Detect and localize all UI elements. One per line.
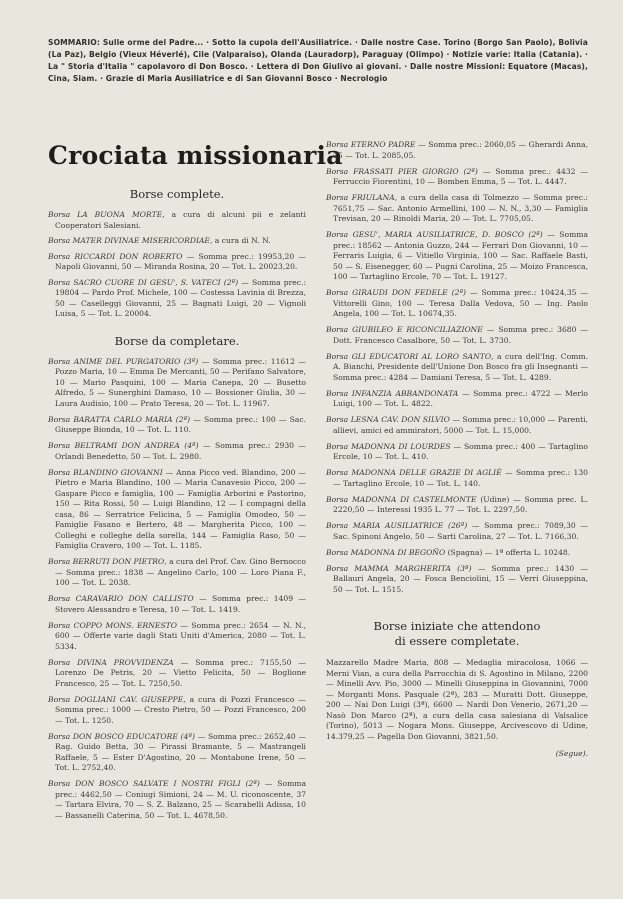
entry-text: — Somma prec.: 2930 — Orlandi Benedetto, 50 — Tot. L. 2980. bbox=[55, 441, 306, 461]
entry-text: — Somma prec.: 19804 — Pardo Prof. Michele, 100 — Costessa Lavinia di Brezza, 50 — Caselleggi Giovanni, 25 — Bagnati Luigi, 20 — Vignoli Luisa, 5 — Tot. L. 20004. bbox=[55, 277, 306, 318]
entry-name: Borsa MATER DIVINAE MISERICORDIAE bbox=[48, 236, 210, 245]
entry-text: , a cura di alcuni pii e zelanti Cooperatori Salesiani. bbox=[55, 210, 306, 230]
section-heading-complete: Borse complete. bbox=[129, 187, 225, 201]
entry-name: Borsa CARAVARIO DON CALLISTO bbox=[48, 594, 194, 603]
list-item bbox=[326, 468, 588, 489]
list-item bbox=[48, 210, 306, 231]
list-item bbox=[326, 230, 588, 283]
entry-text: — Somma prec.: 100 — Sac. Giuseppe Bionda, 10 — Tot. L. 110. bbox=[55, 414, 306, 434]
list-item bbox=[48, 236, 306, 247]
entry-text: — Somma prec.: 130 — Tartaglino Ercole, 10 — Tot. L. 140. bbox=[333, 468, 588, 488]
entry-text: — Somma prec.: 10424,35 — Vittorelli Gino, 100 — Teresa Dalla Vedova, 50 — Ing. Paolo Angela, 100 — Tot. L. 10674,35. bbox=[333, 288, 588, 318]
entry-name: Borsa BERRUTI DON PIETRO bbox=[48, 557, 165, 566]
list-item bbox=[326, 415, 588, 436]
entry-name: Borsa GIUBILEO E RICONCILIAZIONE bbox=[326, 325, 483, 334]
entry-text: , a cura della casa di Tolmezzo — Somma prec.: 7651,75 — Sac. Antonio Armellini, 100 — N. N., 3,30 — Famiglia Trevisan, 20 — Rinoldi Maria, 20 — Tot. L. 7705,05. bbox=[333, 193, 588, 223]
list-item bbox=[48, 415, 306, 436]
list-item bbox=[326, 140, 588, 161]
entry-text: — Somma prec.: 18562 — Antonia Guzzo, 244 — Ferrari Don Giovanni, 10 — Ferraris Luigia, 6 — Vitiello Virginia, 100 — Sac. Raffaele Basti, 50 — S. Eisenegger, 60 — Pugni Carolina, 25 — Moizo Francesca, 100 — Tartaglino Ercole, 70 — Tot. L. 19127. bbox=[333, 230, 589, 281]
list-item bbox=[326, 352, 588, 384]
entry-text: — Somma prec.: 4462,50 — Coniugi Simioni, 24 — M. U. riconoscente, 37 — Tartara Elvira, 70 — S. Z. Balzano, 25 — Scarabelli Adissa, 10 — Bassanelli Caterina, 50 — Tot. L. 4678,50. bbox=[55, 779, 306, 820]
entry-name: Borsa DON BOSCO EDUCATORE (4ª) bbox=[48, 731, 195, 741]
entry-name: Borsa MADONNA DI LOURDES bbox=[326, 441, 451, 451]
section-heading-started-line1: Borse iniziate che attendono bbox=[373, 619, 541, 633]
entry-text: — Somma prec.: 4432 — Ferruccio Fiorentini, 10 — Bomben Emma, 5 — Tot. L. 4447. bbox=[333, 166, 588, 186]
entry-text: — Somma prec.: 3680 — Dott. Francesco Casalbore, 50 — Tot. L. 3730. bbox=[333, 325, 588, 345]
section-heading-started-line2: di essere completate. bbox=[394, 634, 520, 648]
list-item bbox=[326, 548, 588, 559]
list-item bbox=[326, 564, 588, 596]
right-column bbox=[326, 140, 588, 759]
list-item bbox=[326, 193, 588, 225]
list-item bbox=[48, 594, 306, 615]
list-item bbox=[326, 167, 588, 188]
entry-text: — Anna Picco ved. Blandino, 200 — Pietro e Maria Blandino, 100 — Maria Canavesio Picco, 200 — Gaspare Picco e famiglia, 100 — Famiglia Arborini e Pastorino, 150 — Rita Rossi, 50 — Luigi Blandino, 12 — I compagni della casa, 86 — Serratrice Felicina, 5 — Famiglia Omodeo, 50 — Famiglie Fasano e Bertero, 48 — Margherita Picco, 100 — Colleghi e colleghe della sorella, 144 — Famiglia Raso, 50 — Famiglia Cravero, 100 — Tot. L. 1185. bbox=[55, 467, 307, 550]
entry-text: — Somma prec.: 2060,05 — Gherardi Anna, 25 — Tot. L. 2085,05. bbox=[333, 140, 588, 160]
started-paragraph: Mazzarello Madre Maria, 808 — Medaglia miracolosa, 1066 — Merni Vian, a cura della Parrocchia di S. Agostino in Milano, 2200 — Minelli Avv. Pio, 3000 — Minelli Giuseppina in Giovannini, 7000 — Morganti Mons. Pasquale (2ª), 283 — Muratti Dott. Giuseppe, 200 — Nai Don Luigi (3ª), 6600 — Nardi Don Venerio, 2671,20 — Nasò Don Marco (2ª), a cura della casa salesiana di Valsalice (Torino), 5013 — Nogara Mons. Giuseppe, Arcivescovo di Udine, 14.379,25 — Pagella Don Giovanni, 3821,50. bbox=[326, 658, 588, 741]
entry-text: (Udine) — Somma prec. L. 2220,50 — Interessi 1935 L. 77 — Tot. L. 2297,50. bbox=[333, 494, 588, 514]
list-item bbox=[48, 695, 306, 727]
entry-text: — Somma prec.: 10,000 — Parenti, allievi, amici ed ammiratori, 5000 — Tot. L. 15,000. bbox=[333, 415, 589, 435]
entry-text: — Somma prec.: 2654 — N. N., 600 — Offerte varie dagli Stati Uniti d'America, 2080 — Tot. L. 5334. bbox=[55, 620, 306, 651]
entry-name: Borsa INFANZIA ABBANDONATA bbox=[326, 388, 459, 398]
list-item bbox=[48, 621, 306, 653]
section-heading-to-complete: Borse da completare. bbox=[114, 333, 240, 348]
entry-text: — Somma prec.: 7155,50 — Lorenzo De Petris, 20 — Vietto Felicita, 50 — Boglione Francesco, 25 — Tot. L. 7250,50. bbox=[55, 657, 306, 688]
entry-text: — Somma prec.: 4722 — Merlo Luigi, 100 — Tot. L. 4822. bbox=[333, 388, 589, 408]
list-item bbox=[48, 779, 306, 821]
to-complete-entries-list bbox=[48, 357, 306, 822]
entry-text: , a cura dell'Ing. Comm. A. Bianchi, Presidente dell'Unione Don Bosco fra gli Insegnanti — Somma prec.: 4284 — Damiani Teresa, 5 — Tot. L. 4289. bbox=[333, 351, 588, 382]
entry-name: Borsa ANIME DEL PURGATORIO (3ª) bbox=[48, 356, 199, 366]
list-item bbox=[48, 441, 306, 462]
list-item bbox=[48, 357, 306, 410]
entry-name: Borsa ETERNO PADRE bbox=[326, 140, 416, 149]
list-item bbox=[326, 495, 588, 516]
entry-name: Borsa MARIA AUSILIATRICE (26ª) bbox=[326, 521, 468, 530]
entry-name: Borsa LA BUONA MORTE bbox=[48, 210, 163, 219]
continued-note: (Segue). bbox=[555, 749, 588, 758]
list-item bbox=[48, 557, 306, 589]
list-item bbox=[326, 442, 588, 463]
entry-name: Borsa BARATTA CARLO MARIA (2ª) bbox=[48, 414, 191, 424]
list-item bbox=[48, 732, 306, 774]
list-item bbox=[326, 389, 588, 410]
entry-name: Borsa LESNA CAV. DON SILVIO bbox=[326, 415, 450, 424]
sommario-text: SOMMARIO: Sulle orme del Padre... · Sotto la cupola dell'Ausiliatrice. · Dalle nostre Case. Torino (Borgo San Paolo), Bolivia (La Paz), Belgio (Vieux Héverlé), Cile (Valparaiso), Olanda (Lauradorp), Paraguay (Olimpo) · Notizie varie: Italia (Catania). · La " Storia d'Italia " capolavoro di Don Bosco. · Lettera di Don Giulivo ai giovani. · Dalle nostre Missioni: Equatore (Macas), Cina, Siam. · Grazie di Maria Ausiliatrice e di San Giovanni Bosco · Necrologio bbox=[48, 38, 588, 83]
complete-entries-list bbox=[48, 210, 306, 320]
entry-name: Borsa GIRAUDI DON FEDELE (2ª) bbox=[326, 288, 467, 297]
entry-name: Borsa MADONNA DELLE GRAZIE DI AGLIÈ bbox=[326, 468, 502, 477]
entry-text: — Somma prec.: 1430 — Ballauri Angela, 20 — Fosca Benciolini, 15 — Verri Giuseppina, 50 — Tot. L. 1515. bbox=[333, 563, 588, 594]
list-item bbox=[48, 252, 306, 273]
list-item bbox=[48, 468, 306, 552]
table-of-contents bbox=[48, 37, 588, 85]
entry-text: , a cura di N. N. bbox=[209, 236, 271, 245]
entry-name: Borsa DON BOSCO SALVATE I NOSTRI FIGLI (2ª) bbox=[48, 779, 260, 788]
entry-text: , a cura di Pozzi Francesco — Somma prec.: 1000 — Cresto Pietro, 50 — Pozzi Francesco, 200 — Tot. L. 1250. bbox=[55, 694, 306, 725]
entry-name: Borsa GESU', MARIA AUSILIATRICE, D. BOSCO (2ª) bbox=[326, 230, 543, 239]
list-item bbox=[326, 325, 588, 346]
right-entries-list bbox=[326, 140, 588, 595]
entry-text: — Somma prec.: 11612 — Pozzo Maria, 10 — Emma De Mercanti, 50 — Perifano Salvatore, 10 — Mario Pasquini, 100 — Maria Canepa, 20 — Busetto Alfredo, 5 — Sunerghini Damaso, 10 — Bossioner Giulia, 30 — Laura Audisio, 100 — Prato Teresa, 20 — Tot. L. 11967. bbox=[55, 356, 307, 408]
entry-text: — Somma prec.: 7089,30 — Sac. Spinoni Angelo, 50 — Sarti Carolina, 27 — Tot. L. 7166,30. bbox=[333, 521, 588, 541]
entry-name: Borsa SACRO CUORE DI GESU', S. VATECI (2ª) bbox=[48, 277, 239, 287]
entry-name: Borsa FRIULANA bbox=[326, 193, 395, 202]
entry-name: Borsa DIVINA PROVVIDENZA bbox=[48, 657, 174, 667]
entry-text: — Somma prec.: 19953,20 — Napoli Giovanni, 50 — Miranda Rosina, 20 — Tot. L. 20023,20. bbox=[55, 251, 307, 271]
entry-name: Borsa MAMMA MARGHERITA (3ª) bbox=[326, 563, 472, 573]
entry-text: — Somma prec.: 2652,40 — Rag. Guido Betta, 30 — Pirassi Bramante, 5 — Mastrangeli Raffaele, 5 — Ester D'Agostino, 20 — Montabone Irene, 50 — Tot. L. 2752,40. bbox=[55, 731, 306, 772]
entry-name: Borsa DOGLIANI CAV. GIUSEPPE bbox=[48, 694, 184, 704]
entry-name: Borsa BELTRAMI DON ANDREA (4ª) bbox=[48, 441, 199, 450]
list-item bbox=[48, 658, 306, 690]
entry-name: Borsa FRASSATI PIER GIORGIO (2ª) bbox=[326, 166, 478, 176]
entry-name: Borsa MADONNA DI CASTELMONTE bbox=[326, 494, 477, 504]
list-item bbox=[326, 288, 588, 320]
entry-text: , a cura del Prof. Cav. Gino Bernocco — Somma prec.: 1838 — Angelino Carlo, 100 — Loro Piana F., 100 — Tot. L. 2038. bbox=[55, 557, 306, 587]
entry-name: Borsa BLANDINO GIOVANNI bbox=[48, 467, 163, 477]
entry-name: Borsa GLI EDUCATORI AL LORO SANTO bbox=[326, 351, 492, 361]
left-column bbox=[48, 140, 343, 827]
list-item bbox=[326, 521, 588, 542]
entry-name: Borsa COPPO MONS. ERNESTO bbox=[48, 620, 177, 630]
section-heading-started bbox=[326, 619, 588, 649]
entry-text: (Spagna) — 1ª offerta L. 10248. bbox=[445, 547, 571, 557]
page-title: Crociata missionaria bbox=[48, 141, 343, 170]
entry-text: — Somma prec.: 1409 — Stovero Alessandro e Teresa, 10 — Tot. L. 1419. bbox=[55, 594, 306, 614]
entry-name: Borsa RICCARDI DON ROBERTO bbox=[48, 251, 183, 261]
list-item bbox=[48, 278, 306, 320]
entry-text: — Somma prec.: 400 — Tartaglino Ercole, 10 — Tot. L. 410. bbox=[333, 441, 588, 461]
entry-name: Borsa MADONNA DI BEGOÑO bbox=[326, 547, 446, 557]
